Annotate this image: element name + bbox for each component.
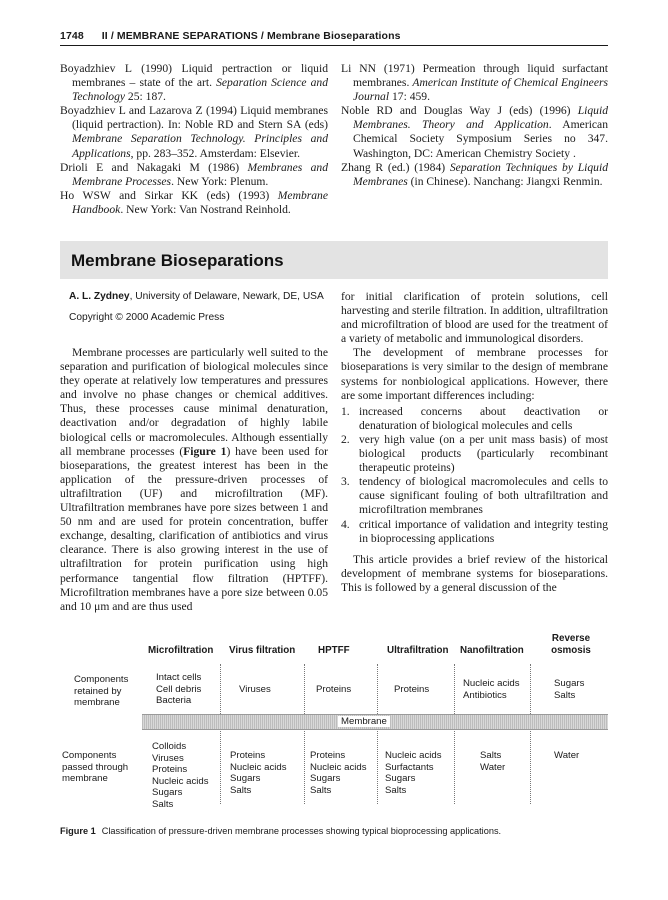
column-divider <box>220 664 221 804</box>
paragraph: The development of membrane processes for bioseparations is very similar to the design of membrane systems for nonbiological applications. However, there are some important differences including: <box>341 346 608 402</box>
author-affiliation: , University of Delaware, Newark, DE, USA <box>129 291 324 302</box>
copyright-line: Copyright © 2000 Academic Press <box>69 312 225 323</box>
col-header-hptff: HPTFF <box>318 645 350 656</box>
article-title-banner <box>60 241 608 279</box>
author-name: A. L. Zydney <box>69 291 130 302</box>
reference-item: Li NN (1971) Permeation through liquid surfactant membranes. American Institute of Chemical Engineers Journal 17: 459. <box>341 62 608 104</box>
column-divider <box>377 664 378 804</box>
header-rule <box>60 45 608 46</box>
row-label-retained: Components retained by membrane <box>74 674 129 709</box>
retained-reverse-osmosis: Sugars Salts <box>554 678 585 701</box>
list-item: 1. increased concerns about deactivation or denaturation of biological molecules and cells <box>341 404 608 432</box>
retained-hptff: Proteins <box>316 684 352 695</box>
col-header-ultrafiltration: Ultrafiltration <box>387 645 449 656</box>
reference-item: Boyadzhiev L (1990) Liquid pertraction or liquid membranes – state of the art. Separation Science and Technology 25: 187. <box>60 62 329 104</box>
reference-item: Noble RD and Douglas Way J (eds) (1996) Liquid Membranes. Theory and Application. American Chemical Society Symposium Series no 347. Washington, DC: American Chemistry Society . <box>341 104 609 160</box>
passed-virus-filtration: Proteins Nucleic acids Sugars Salts <box>230 750 287 796</box>
reference-item: Boyadzhiev L and Lazarova Z (1994) Liquid membranes (liquid pertraction). In: Noble RD and Stern SA (eds) Membrane Separation Technology. Principles and Applications, pp. 283–352. Amsterdam: Elsevier. <box>60 104 328 160</box>
page-number: 1748 <box>60 30 84 42</box>
figure-1-diagram <box>60 628 608 820</box>
passed-nanofiltration: Salts Water <box>480 750 506 773</box>
paragraph: This article provides a brief review of the historical development of membrane systems for bioseparations. This is followed by a general discussion of the <box>341 552 608 594</box>
retained-virus-filtration: Viruses <box>239 684 271 695</box>
reference-item: Drioli E and Nakagaki M (1986) Membranes and Membrane Processes. New York: Plenum. <box>60 160 328 188</box>
row-label-passed: Components passed through membrane <box>62 750 129 785</box>
paragraph: for initial clarification of protein solutions, cell harvesting and sterile filtration. In addition, ultrafiltration and microfiltration of blood are used for the treatment of a variety of metabolic and immunological disorders. <box>341 290 608 346</box>
passed-ultrafiltration: Nucleic acids Surfactants Sugars Salts <box>385 750 442 796</box>
subsection-title: Membrane Bioseparations <box>266 30 401 42</box>
caption-label: Figure 1 <box>60 826 96 836</box>
reference-item: Ho WSW and Sirkar KK (eds) (1993) Membrane Handbook. New York: Van Nostrand Reinhold. <box>60 188 328 216</box>
body-left-column <box>60 289 328 614</box>
column-divider <box>454 664 455 804</box>
references-right <box>341 62 608 189</box>
running-header <box>60 30 608 44</box>
author-line <box>60 289 328 305</box>
retained-ultrafiltration: Proteins <box>394 684 430 695</box>
column-divider <box>304 664 305 804</box>
col-header-microfiltration: Microfiltration <box>148 645 214 656</box>
membrane-label: Membrane <box>338 716 390 727</box>
caption-text: Classification of pressure-driven membrane processes showing typical bioprocessing applications. <box>101 826 502 836</box>
col-header-virus-filtration: Virus filtration <box>229 645 296 656</box>
passed-microfiltration: Colloids Viruses Proteins Nucleic acids Sugars Salts <box>152 741 209 810</box>
reference-item: Zhang R (ed.) (1984) Separation Techniques by Liquid Membranes (in Chinese). Nanchang: Jiangxi Renmin. <box>341 160 609 188</box>
passed-hptff: Proteins Nucleic acids Sugars Salts <box>310 750 367 796</box>
article-title: Membrane Bioseparations <box>71 251 284 270</box>
figure-caption <box>60 826 608 836</box>
figure-reference: Figure 1 <box>183 444 227 458</box>
differences-list <box>341 405 608 546</box>
retained-microfiltration: Intact cells Cell debris Bacteria <box>156 672 202 707</box>
column-divider <box>530 664 531 804</box>
list-item: 4. critical importance of validation and integrity testing in bioprocessing applications <box>341 517 608 545</box>
list-item: 2. very high value (on a per unit mass basis) of most biological products (particularly recombinant therapeutic proteins) <box>341 432 608 475</box>
list-item: 3. tendency of biological macromolecules and cells to cause significant fouling of both ultrafiltration and microfiltration membranes <box>341 475 608 517</box>
passed-reverse-osmosis: Water <box>554 750 580 761</box>
col-header-reverse-osmosis: Reverse osmosis <box>551 633 591 656</box>
section-title: II / MEMBRANE SEPARATIONS / <box>101 30 267 42</box>
body-right-column <box>341 290 608 595</box>
col-header-nanofiltration: Nanofiltration <box>460 645 524 656</box>
retained-nanofiltration: Nucleic acids Antibiotics <box>463 678 520 701</box>
references-left <box>60 62 328 217</box>
intro-paragraph: Membrane processes are particularly well suited to the separation and purification of biological molecules since they operate at relatively low temperatures and pressures and involve no phase changes or chemical additives. Thus, these processes cause minimal denaturation, deactivation and/or degradation of highly labile biological cells or macromolecules. Although essentially all membrane processes (Figure 1) have been used for bioseparations, the greatest interest has been in the application of the pressure-driven processes of ultrafiltration (UF) and microfiltration (MF). Ultrafiltration membranes have pore sizes between 1 and 50 nm and are used for protein concentration, buffer exchange, desalting, clarification of antibiotics and virus clearance. There is also growing interest in the use of ultrafiltration for protein purification using high performance tangential flow filtration (HPTFF). Microfiltration membranes have a pore size between 0.05 and 10 μm and are thus used <box>60 346 329 613</box>
